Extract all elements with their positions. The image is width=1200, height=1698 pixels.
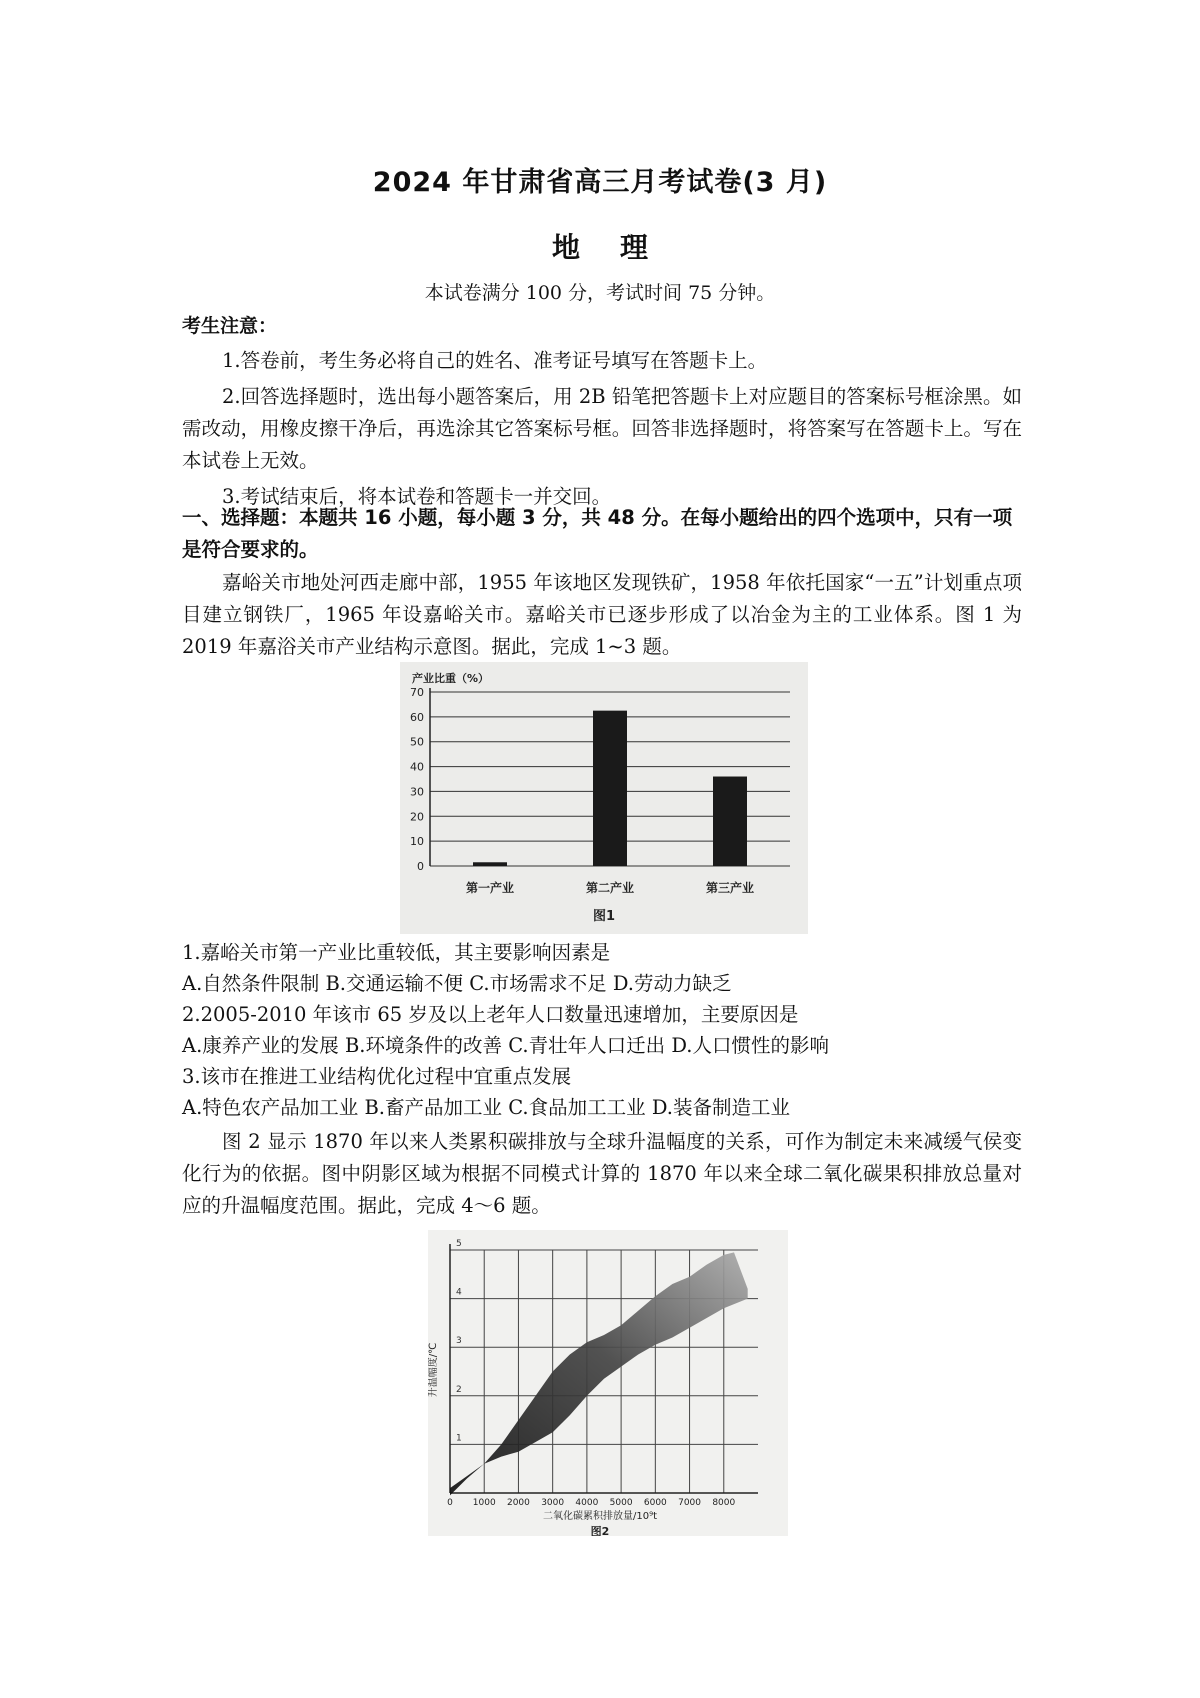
note-item: 1.答卷前，考生务必将自己的姓名、准考证号填写在答题卡上。	[222, 349, 768, 372]
warming-range-band	[450, 1252, 748, 1495]
area-chart	[428, 1230, 788, 1536]
x-axis-label: 二氧化碳累积排放量/10⁹t	[542, 1511, 658, 1522]
y-tick-label: 3	[456, 1336, 462, 1347]
section-heading: 一、选择题：本题共 16 小题，每小题 3 分，共 48 分。在每小题给出的四个选项中，只有一项是符合要求的。	[182, 506, 1013, 561]
y-axis-label: 产业比重（%）	[412, 672, 490, 685]
passage-text: 嘉峪关市地处河西走廊中部，1955 年该地区发现铁矿，1958 年依托国家“一五”计划重点项目建立钢铁厂，1965 年设嘉峪关市。嘉峪关市已逐步形成了以冶金为主的工业体系。图 1 为 2019 年嘉浴关市产业结构示意图。据此，完成 1~3 题。	[182, 571, 1022, 658]
passage-text: 图 2 显示 1870 年以来人类累积碳排放与全球升温幅度的关系，可作为制定未来减缓气侯变化行为的依据。图中阴影区域为根据不同模式计算的 1870 年以来全球二氧化碳果积排放总量对应的升温幅度范围。据此，完成 4～6 题。	[182, 1130, 1022, 1217]
x-tick-label: 8000	[712, 1498, 736, 1508]
y-tick-label: 20	[410, 810, 424, 824]
y-tick-label: 0	[417, 860, 424, 873]
x-tick-label: 7000	[678, 1498, 702, 1508]
question-stem: 3.该市在推进工业结构优化过程中宜重点发展	[182, 1065, 572, 1088]
bar	[473, 862, 507, 866]
x-tick-label: 第二产业	[585, 881, 635, 895]
y-axis-label: 升温幅度/℃	[428, 1342, 439, 1398]
note-item: 2.回答选择题时，选出每小题答案后，用 2B 铅笔把答题卡上对应题目的答案标号框涂黑。如需改动，用橡皮擦干净后，再选涂其它答案标号框。回答非选择题时，将答案写在答题卡上。写在本试卷上无效。	[182, 385, 1022, 472]
subject-title: 地理	[551, 231, 688, 264]
x-tick-label: 第三产业	[705, 881, 755, 895]
passage-1	[182, 567, 1022, 663]
figure-1	[400, 662, 808, 934]
x-tick-label: 第一产业	[465, 881, 515, 895]
y-tick-label: 60	[410, 710, 424, 724]
y-tick-label: 40	[410, 760, 424, 774]
note-item: 3.考试结束后，将本试卷和答题卡一并交回。	[222, 485, 612, 508]
y-tick-label: 4	[456, 1287, 462, 1298]
x-tick-label: 0	[447, 1498, 453, 1508]
y-tick-label: 2	[456, 1384, 462, 1395]
x-tick-label: 4000	[575, 1498, 599, 1508]
y-tick-label: 5	[456, 1239, 462, 1249]
x-tick-label: 5000	[609, 1498, 633, 1508]
x-tick-label: 3000	[541, 1498, 565, 1508]
bar-chart	[400, 662, 808, 934]
question-stem: 2.2005-2010 年该市 65 岁及以上老年人口数量迅速增加，主要原因是	[182, 1003, 799, 1026]
y-tick-label: 1	[456, 1433, 462, 1444]
bar	[713, 777, 747, 866]
question-stem: 1.嘉峪关市第一产业比重较低，其主要影响因素是	[182, 941, 611, 964]
exam-info: 本试卷满分 100 分，考试时间 75 分钟。	[424, 282, 776, 304]
x-tick-label: 1000	[472, 1498, 496, 1508]
notes-heading: 考生注意：	[182, 315, 278, 337]
bar	[593, 711, 627, 866]
question-list-1	[182, 937, 829, 1123]
exam-title: 2024 年甘肃省高三月考试卷(3 月)	[372, 167, 828, 198]
passage-2	[182, 1126, 1022, 1222]
y-tick-label: 70	[410, 686, 424, 699]
question-options: A.特色农产品加工业 B.畜产品加工业 C.食品加工工业 D.装备制造工业	[182, 1096, 790, 1119]
y-tick-label: 10	[410, 835, 424, 849]
x-tick-label: 2000	[506, 1498, 530, 1508]
y-tick-label: 30	[410, 785, 424, 799]
figure-caption: 图2	[590, 1525, 610, 1536]
x-tick-label: 6000	[643, 1498, 667, 1508]
y-tick-label: 50	[410, 735, 424, 749]
question-options: A.自然条件限制 B.交通运输不便 C.市场需求不足 D.劳动力缺乏	[182, 972, 732, 995]
notes-list	[182, 345, 1022, 513]
figure-caption: 图1	[592, 909, 616, 924]
question-options: A.康养产业的发展 B.环境条件的改善 C.青壮年人口迁出 D.人口惯性的影响	[182, 1034, 829, 1057]
figure-2	[428, 1230, 788, 1536]
